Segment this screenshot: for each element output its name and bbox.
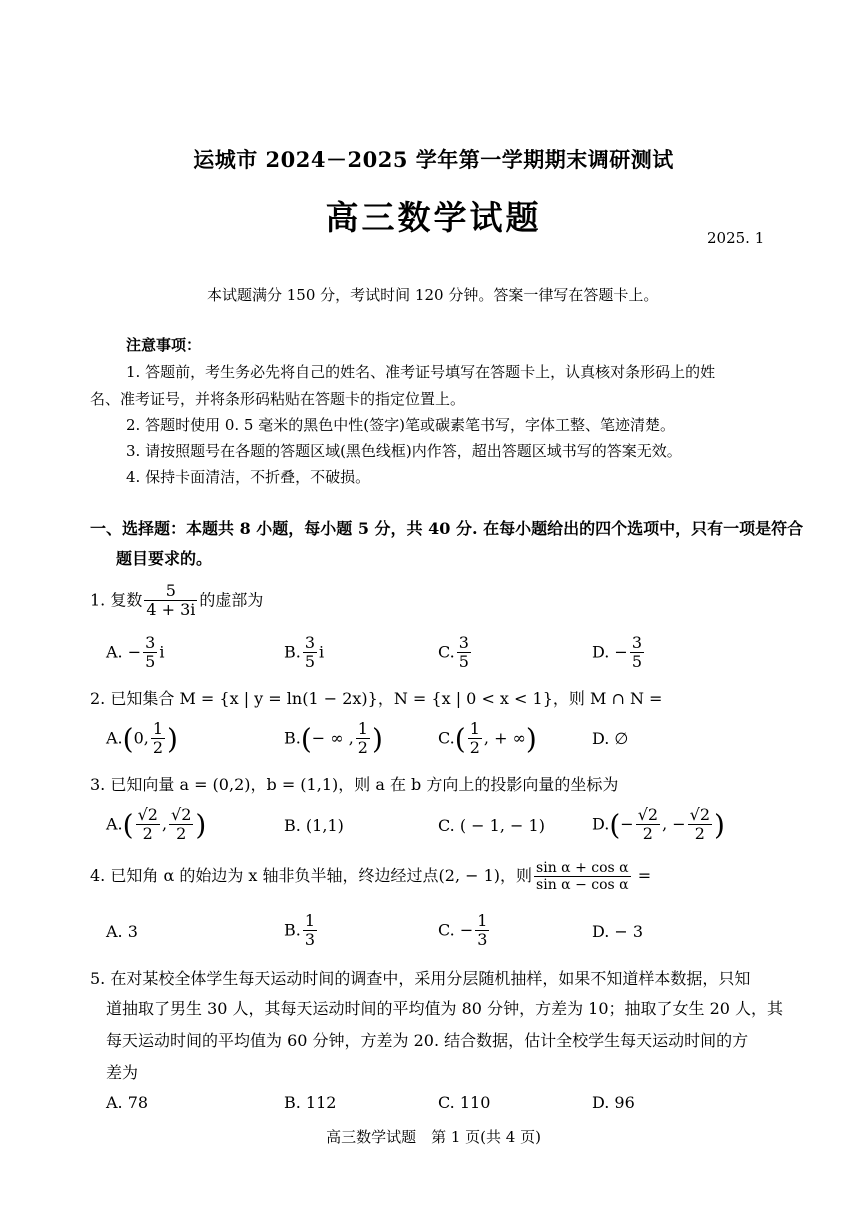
q2-a-num: 1 [152, 719, 164, 738]
q5-option-a: A. 78 [106, 1093, 149, 1112]
q2-b-label: B. [284, 728, 301, 748]
q5-option-b: B. 112 [284, 1093, 337, 1112]
q1-c-den: 5 [458, 652, 469, 672]
q2-a-den: 2 [152, 738, 164, 758]
q2-c-label: C. [438, 728, 455, 748]
q1-a-den: 5 [145, 652, 156, 672]
q2-option-a: A.(0, $\frac{1}{2}$ ) [106, 719, 178, 758]
q2-b-den: 2 [357, 738, 368, 758]
q1-frac-num: 5 [144, 582, 197, 601]
q3-option-b: B. (1,1) [284, 816, 344, 835]
q3-option-d: D.(− $\frac{√2}{2}$ , − $\frac{√2}{2}$ ) [592, 805, 725, 844]
q3-a-den1: 2 [142, 824, 153, 844]
q4-option-c [438, 912, 491, 950]
q2-a-pre: 0, [133, 728, 149, 748]
q4-option-b [284, 912, 319, 950]
q1-option-b [284, 634, 324, 672]
q3-d-den1: 2 [642, 824, 653, 844]
q2-option-b: B.(− ∞ , $\frac{1}{2}$ ) [284, 719, 383, 758]
section-heading-line1: 一、选择题：本题共 8 小题，每小题 5 分，共 40 分. 在每小题给出的四个选项中，只有一项是符合 [90, 519, 804, 538]
q1-d-label: D. − [592, 642, 628, 662]
q1-b-num: 3 [304, 633, 316, 652]
notice-item-2: 2. 答题时使用 0. 5 毫米的黑色中性(签字)笔或碳素笔书写，字体工整、笔迹清楚。 [126, 416, 675, 434]
q4-b-label: B. [284, 920, 301, 940]
q2-c-den: 2 [469, 738, 480, 758]
q4-frac-den: sin α − cos α [536, 877, 629, 894]
q4-c-label: C. − [438, 920, 474, 940]
notice-item-3: 3. 请按照题号在各题的答题区域(黑色线框)内作答，超出答题区域书写的答案无效。 [126, 442, 682, 460]
q1-option-a [106, 634, 164, 672]
q1-b-den: 5 [304, 652, 316, 672]
q2-option-c: C.( $\frac{1}{2}$ , + ∞) [438, 719, 537, 758]
q4-b-num: 1 [304, 911, 316, 930]
q2-c-num: 1 [469, 719, 480, 738]
q5-option-d: D. 96 [592, 1093, 635, 1112]
q4-frac-num: sin α + cos α [536, 860, 629, 876]
question-5-line1: 5. 在对某校全体学生每天运动时间的调查中，采用分层随机抽样，如果不知道样本数据，只知 [90, 969, 751, 988]
q2-b-pre: − ∞ , [311, 728, 354, 748]
exam-title-line1: 运城市 2024－2025 学年第一学期期末调研测试 [193, 147, 674, 172]
exam-date: 2025. 1 [707, 229, 765, 247]
notice-heading: 注意事项： [126, 336, 202, 354]
q1-a-label: A. − [106, 642, 142, 662]
q4-c-den: 3 [477, 930, 488, 950]
q4-text: 4. 已知角 α 的始边为 x 轴非负半轴，终边经过点(2, − 1)，则 [90, 866, 533, 886]
q2-c-post: , + ∞ [483, 728, 526, 748]
question-4-stem [90, 860, 651, 893]
q1-d-den: 5 [631, 652, 643, 672]
q2-option-d: D. ∅ [592, 729, 629, 748]
question-1-stem [90, 582, 263, 620]
notice-item-1-line1: 1. 答题前，考生务必先将自己的姓名、准考证号填写在答题卡上，认真核对条形码上的姓 [126, 363, 716, 381]
q2-a-label: A. [106, 728, 123, 748]
question-3-stem: 3. 已知向量 a = (0,2)，b = (1,1)，则 a 在 b 方向上的投影向量的坐标为 [90, 775, 619, 794]
question-5-line2: 道抽取了男生 30 人，其每天运动时间的平均值为 80 分钟，方差为 10；抽取了女生 20 人，其 [106, 999, 784, 1018]
q3-a-label: A. [106, 814, 123, 834]
q3-d-den2: 2 [694, 824, 705, 844]
q4-suffix: = [637, 866, 652, 886]
q1-c-label: C. [438, 642, 455, 662]
question-5-line4: 差为 [106, 1063, 139, 1082]
q5-option-c: C. 110 [438, 1093, 491, 1112]
q3-d-num1: √2 [637, 805, 659, 824]
q1-c-num: 3 [458, 633, 469, 652]
question-2-stem: 2. 已知集合 M = {x | y = ln(1 − 2x)}，N = {x | 0 < x < 1}，则 M ∩ N = [90, 689, 663, 708]
section-heading-line2: 题目要求的。 [116, 549, 213, 568]
exam-intro: 本试题满分 150 分，考试时间 120 分钟。答案一律写在答题卡上。 [207, 286, 659, 304]
q3-d-label: D. [592, 814, 610, 834]
notice-item-4: 4. 保持卡面清洁，不折叠，不破损。 [126, 468, 371, 486]
q3-a-num2: √2 [171, 805, 192, 824]
q4-option-a: A. 3 [106, 922, 138, 941]
question-5-line3: 每天运动时间的平均值为 60 分钟，方差为 20. 结合数据，估计全校学生每天运动时间的方 [106, 1031, 749, 1050]
page-footer: 高三数学试题 第 1 页(共 4 页) [326, 1128, 541, 1146]
q3-option-c: C. ( − 1, − 1) [438, 816, 545, 835]
q4-option-d: D. − 3 [592, 922, 644, 941]
q4-b-den: 3 [304, 930, 316, 950]
q1-a-num: 3 [145, 633, 156, 652]
q1-option-d [592, 634, 646, 672]
q3-d-num2: √2 [689, 805, 711, 824]
q1-b-label: B. [284, 642, 301, 662]
q1-frac-den: 4 + 3i [146, 600, 196, 620]
notice-item-1-line2: 名、准考证号，并将条形码粘贴在答题卡的指定位置上。 [90, 390, 466, 408]
exam-title: 高三数学试题 [325, 198, 542, 237]
q1-a-tail: i [159, 642, 165, 662]
q4-c-num: 1 [477, 911, 488, 930]
q1-d-num: 3 [631, 633, 643, 652]
q1-option-c [438, 634, 473, 672]
q2-b-num: 1 [357, 719, 368, 738]
q1-b-tail: i [319, 642, 325, 662]
q1-prefix: 1. 复数 [90, 590, 143, 610]
q1-suffix: 的虚部为 [199, 590, 264, 610]
q3-option-a: A.( $\frac{√2}{2}$ , $\frac{√2}{2}$ ) [106, 805, 207, 844]
q3-a-den2: 2 [176, 824, 187, 844]
q3-a-num1: √2 [137, 805, 158, 824]
q1-fraction [144, 582, 197, 620]
